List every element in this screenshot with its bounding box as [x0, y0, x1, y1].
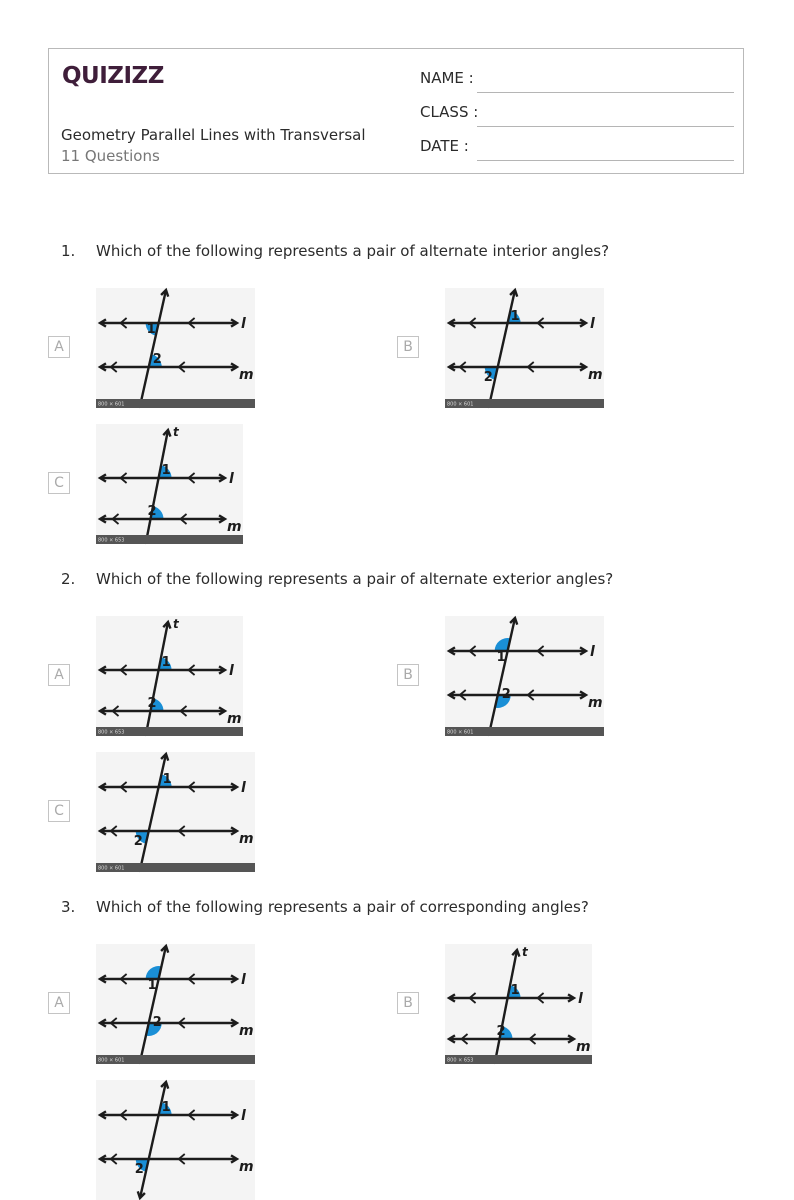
line-m-label: m [588, 367, 603, 383]
angle-2-label: 2 [483, 370, 493, 385]
angle-2-label: 2 [134, 1162, 144, 1177]
line-m-label: m [227, 711, 242, 727]
angle-1-label: 1 [496, 650, 506, 665]
option-image-2c[interactable] [96, 752, 255, 872]
option-badge-2a[interactable]: A [48, 664, 70, 686]
image-size-caption: 800 × 653 [98, 537, 125, 544]
name-label: NAME : [420, 69, 474, 87]
line-t-label: t [173, 617, 179, 631]
image-size-caption: 800 × 601 [447, 401, 474, 408]
line-m-label: m [239, 831, 254, 847]
question-number: 1. [61, 242, 76, 260]
line-l-label: l [590, 316, 595, 332]
image-size-caption: 800 × 601 [98, 1057, 125, 1064]
angle-1-label: 1 [161, 1100, 171, 1115]
option-badge-2c[interactable]: C [48, 800, 70, 822]
image-size-caption: 800 × 601 [447, 729, 474, 736]
question-number: 2. [61, 570, 76, 588]
angle-1-label: 1 [147, 978, 157, 993]
line-l-label: l [578, 991, 583, 1007]
option-image-2a[interactable] [96, 616, 243, 736]
option-badge-1c[interactable]: C [48, 472, 70, 494]
line-l-label: l [241, 316, 246, 332]
option-badge-3a[interactable]: A [48, 992, 70, 1014]
option-badge-1a[interactable]: A [48, 336, 70, 358]
line-m-label: m [576, 1039, 591, 1055]
date-line[interactable] [477, 160, 734, 161]
question-number: 3. [61, 898, 76, 916]
option-image-1a[interactable] [96, 288, 255, 408]
line-l-label: l [590, 644, 595, 660]
date-field[interactable] [420, 137, 734, 161]
image-size-caption: 800 × 653 [447, 1057, 474, 1064]
class-label: CLASS : [420, 103, 479, 121]
image-size-caption: 800 × 601 [98, 865, 125, 872]
option-image-3a[interactable] [96, 944, 255, 1064]
worksheet-title: Geometry Parallel Lines with Transversal [61, 126, 366, 144]
line-m-label: m [239, 367, 254, 383]
option-image-2b[interactable] [445, 616, 604, 736]
angle-1-label: 1 [162, 772, 172, 787]
line-l-label: l [241, 972, 246, 988]
worksheet-header [48, 48, 744, 174]
angle-2-label: 2 [147, 696, 157, 711]
option-image-1c[interactable] [96, 424, 243, 544]
svg-text:QUIZIZZ: QUIZIZZ [62, 63, 164, 89]
name-line[interactable] [477, 92, 734, 93]
line-t-label: t [173, 425, 179, 439]
class-field[interactable] [420, 103, 734, 127]
option-image-3b[interactable] [445, 944, 592, 1064]
angle-1-label: 1 [146, 322, 156, 337]
angle-1-label: 1 [161, 655, 171, 670]
angle-2-label: 2 [152, 1015, 162, 1030]
quizizz-logo [61, 57, 164, 91]
line-l-label: l [229, 663, 234, 679]
question-text: Which of the following represents a pair of alternate exterior angles? [96, 570, 614, 588]
option-badge-3b[interactable]: B [397, 992, 419, 1014]
angle-2-label: 2 [147, 504, 157, 519]
line-m-label: m [239, 1159, 254, 1175]
date-label: DATE : [420, 137, 469, 155]
angle-2-label: 2 [152, 352, 162, 367]
line-l-label: l [241, 1108, 246, 1124]
image-size-caption: 800 × 653 [98, 729, 125, 736]
option-badge-2b[interactable]: B [397, 664, 419, 686]
option-badge-1b[interactable]: B [397, 336, 419, 358]
question-count: 11 Questions [61, 147, 160, 165]
question-text: Which of the following represents a pair of corresponding angles? [96, 898, 589, 916]
line-m-label: m [588, 695, 603, 711]
line-l-label: l [241, 780, 246, 796]
line-m-label: m [227, 519, 242, 535]
image-size-caption: 800 × 601 [98, 401, 125, 408]
question-text: Which of the following represents a pair of alternate interior angles? [96, 242, 610, 260]
line-m-label: m [239, 1023, 254, 1039]
class-line[interactable] [477, 126, 734, 127]
option-image-1b[interactable] [445, 288, 604, 408]
option-image-3c-partial[interactable] [96, 1080, 255, 1177]
line-t-label: t [522, 945, 528, 959]
angle-2-label: 2 [133, 834, 143, 849]
angle-1-label: 1 [161, 463, 171, 478]
line-l-label: l [229, 471, 234, 487]
angle-2-label: 2 [496, 1024, 506, 1039]
angle-1-label: 1 [510, 983, 520, 998]
angle-2-label: 2 [501, 687, 511, 702]
angle-1-label: 1 [510, 309, 520, 324]
name-field[interactable] [420, 69, 734, 93]
